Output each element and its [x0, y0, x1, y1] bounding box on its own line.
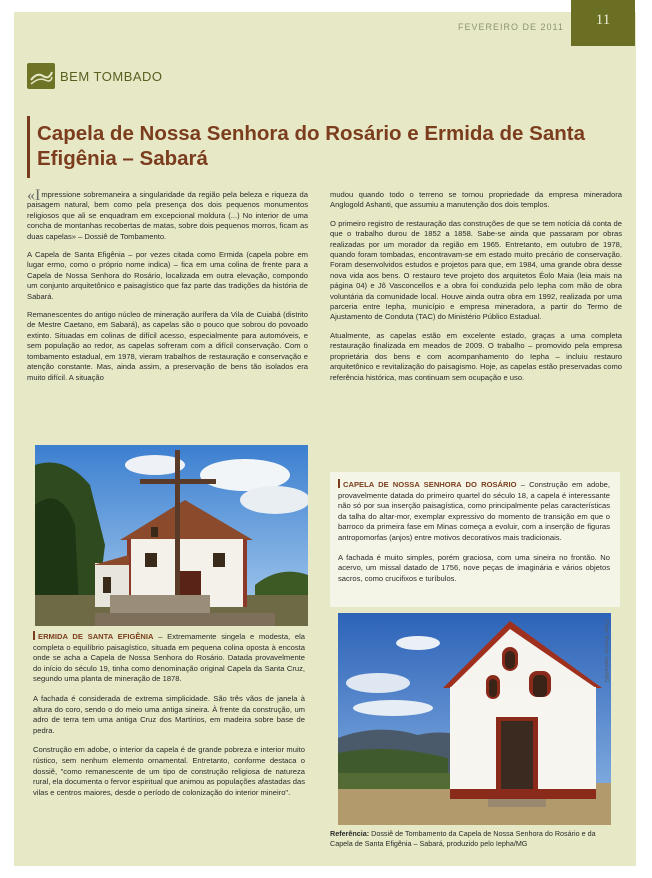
caption-text: – Construção em adobe, provavelmente datada do primeiro quartel do século 18, a capela é interessante não só por sua inserção paisagística, como principalmente pelas características da talha do altar-mor, exemplar expressivo do momento de transição em que o barroco da primeira fase em Minas começa a evoluir, com a inserção de figuras antropomorfas (anjos) entre motivos decorativos mais tradicionais. [338, 480, 610, 542]
photo-ermida-santa-efigenia [35, 445, 308, 626]
photo-credit: Foto: Acervo Iepha/MG [603, 620, 609, 683]
section-label: BEM TOMBADO [60, 69, 163, 84]
caption-heading: ERMIDA DE SANTA EFIGÊNIA [38, 632, 154, 641]
intro-paragraph [27, 187, 308, 242]
caption-text: – Extremamente singela e modesta, ela completa o equilíbrio paisagístico, situada em pequena colina oposta à encosta onde se acha a Capela de Nossa Senhora do Rosário. Datada provavelmente do início do século 19, tinha como denominação original Capela da Santa Cruz, segundo uma planta de mineração de 1878. [33, 632, 305, 684]
drop-quote: «I [27, 187, 41, 204]
paragraph: Atualmente, as capelas estão em excelente estado, graças a uma completa restauração finalizada em meados de 2009. O trabalho – promovido pela empresa proprietária dos bens e com acompanhamento do Iepha – incluiu restauro arquitetônico e revitalização do paisagismo. Hoje, as capelas estão preservadas como referência histórica, mas continuam sem ocupação e uso. [330, 330, 622, 382]
caption-paragraph [338, 479, 610, 544]
caption-box-rosario [330, 472, 620, 607]
text-column-left [27, 187, 308, 391]
caption-paragraph: Construção em adobe, o interior da capela é de grande pobreza e interior muito rústico, sem nenhum elemento ornamental. Entretanto, conforme destaca o dossiê, "como remanescente de um tipo de construção religiosa de natureza rural, ela documenta o fervor espiritual que animou as populações afastadas das vilas e centros maiores, desde o período de colonização do interior mineiro". [33, 745, 305, 797]
caption-box-efigenia [27, 625, 311, 807]
caption-paragraph: A fachada é muito simples, porém graciosa, com uma sineira no frontão. No acervo, um missal datado de 1756, nove peças de imaginária e vários objetos sacros, como crucifixos e turíbulos. [338, 552, 610, 583]
intro-text: mpressione sobremaneira a singularidade da região pela beleza e riqueza da paisagem natural, bem como pela presença dos dois pequenos monumentos religiosos que ali se enquadram em excepcional moldura (...) No interior de uma concha de montanhas recobertas de matas, sobre dois pequenos morros, ficam as duas capelas» – Dossiê de Tombamento. [27, 190, 308, 241]
issue-date: FEVEREIRO DE 2011 [458, 22, 564, 32]
paragraph: O primeiro registro de restauração das construções de que se tem notícia dá conta de que o trabalho durou de 1852 a 1858. Sabe-se ainda que passaram por obras realizadas por um morador da região em 1965. Entretanto, em outubro de 1978, quando foram tombadas, encontravam-se em estado muito precário de conservação. Foram desenvolvidos estudos e projetos para que, em 1984, uma grande obra desse nova vida aos bens. O restauro teve projeto dos arquitetos Éolo Maia (leia mais na página 04) e Jô Vasconcellos e a obra foi conduzida pelo Iepha com mão de obra voluntária da comunidade local. Houve ainda outra obra em 1992, realizada por uma parceria entre Iepha, município e empresa mineradora, a partir do Termo de Ajustamento de Conduta (TAC) do Ministério Público Estadual. [330, 218, 622, 322]
caption-accent-bar [338, 479, 340, 488]
article-title: Capela de Nossa Senhora do Rosário e Ermida de Santa Efigênia – Sabará [37, 122, 585, 170]
section-logo-icon [27, 63, 55, 89]
paragraph: mudou quando todo o terreno se tornou propriedade da empresa mineradora Anglogold Ashanti, que assumiu a manutenção dos dois templos. [330, 190, 622, 210]
paragraph: A Capela de Santa Efigênia – por vezes citada como Ermida (capela pobre em lugar ermo, como o próprio nome indica) – fica em uma colina de frente para a Capela de Nossa Senhora do Rosário, localizada em outra elevação, compondo um conjunto arquitetônico e paisagístico que faz parte das tradições da história de Sabará. [27, 250, 308, 301]
paragraph: Remanescentes do antigo núcleo de mineração aurífera da Vila de Cuiabá (distrito de Mestre Caetano, em Sabará), as capelas são o pouco que sobrou do povoado extinto. Situadas em colinas de difícil acesso, especialmente para automóveis, e sem população ao redor, as capelas sofreram com a difícil conservação. Com o tombamento estadual, em 1978, vieram trabalhos de restauração e conservação e atenção constante. Mas, ainda assim, a preservação de bens tão isolados era muito difícil. A situação [27, 310, 308, 382]
photo-capela-rosario [338, 613, 611, 825]
caption-heading: CAPELA DE NOSSA SENHORA DO ROSÁRIO [343, 480, 517, 489]
reference-text: Dossiê de Tombamento da Capela de Nossa Senhora do Rosário e da Capela de Santa Efigênia – Sabará, produzido pelo Iepha/MG [330, 829, 596, 848]
caption-paragraph: A fachada é considerada de extrema simplicidade. São três vãos de janela à altura do coro, sendo o do meio uma antiga sineira. À frente da construção, um adro de terra tem uma antiga Cruz dos Martírios, em madeira sobre base de pedra. [33, 693, 305, 735]
caption-paragraph [33, 631, 305, 685]
reference-note [330, 829, 620, 849]
text-column-right [330, 190, 622, 391]
reference-label: Referência: [330, 829, 370, 838]
page-number: 11 [571, 0, 635, 46]
title-accent-bar [27, 116, 30, 178]
caption-accent-bar [33, 631, 35, 640]
